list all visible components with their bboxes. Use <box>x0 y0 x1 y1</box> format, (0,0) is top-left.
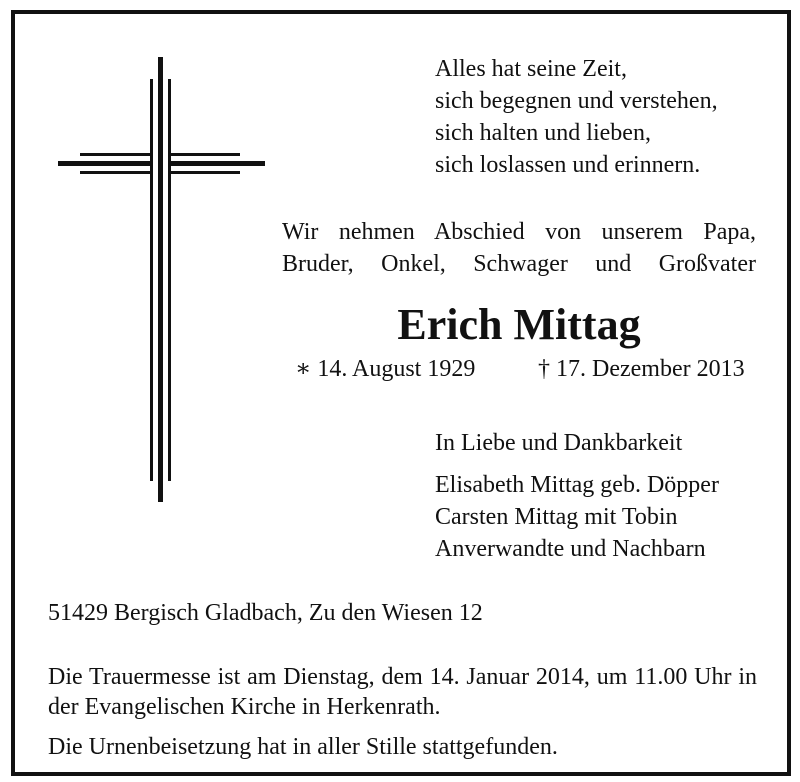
death-date: † 17. Dezember 2013 <box>538 356 745 382</box>
farewell-intro <box>282 216 756 280</box>
poem-line: Alles hat seine Zeit, <box>435 56 627 82</box>
burial-info: Die Urnenbeisetzung hat in aller Stille stattgefunden. <box>48 734 558 760</box>
mourners-block <box>435 427 719 565</box>
service-info: Die Trauermesse ist am Dienstag, dem 14. Januar 2014, um 11.00 Uhr in der Evangelischen Kirche in Herkenrath. <box>48 664 757 720</box>
poem-line: sich halten und lieben, <box>435 120 651 146</box>
mourner-line: Carsten Mittag mit Tobin <box>435 504 678 530</box>
poem-line: sich loslassen und erinnern. <box>435 152 701 178</box>
poem-line: sich begegnen und verstehen, <box>435 88 718 114</box>
poem <box>435 53 718 181</box>
obituary-card <box>11 10 791 776</box>
birth-date: ∗ 14. August 1929 <box>295 356 476 382</box>
signoff: In Liebe und Dankbarkeit <box>435 430 683 456</box>
intro-line: Wir nehmen Abschied von unserem Papa, <box>282 219 756 245</box>
address: 51429 Bergisch Gladbach, Zu den Wiesen 12 <box>48 600 483 626</box>
cross-icon <box>58 57 265 502</box>
deceased-name: Erich Mittag <box>397 300 641 349</box>
intro-line: Bruder, Onkel, Schwager und Großvater <box>282 251 756 277</box>
mourner-line: Anverwandte und Nachbarn <box>435 536 706 562</box>
mourner-line: Elisabeth Mittag geb. Döpper <box>435 472 719 498</box>
